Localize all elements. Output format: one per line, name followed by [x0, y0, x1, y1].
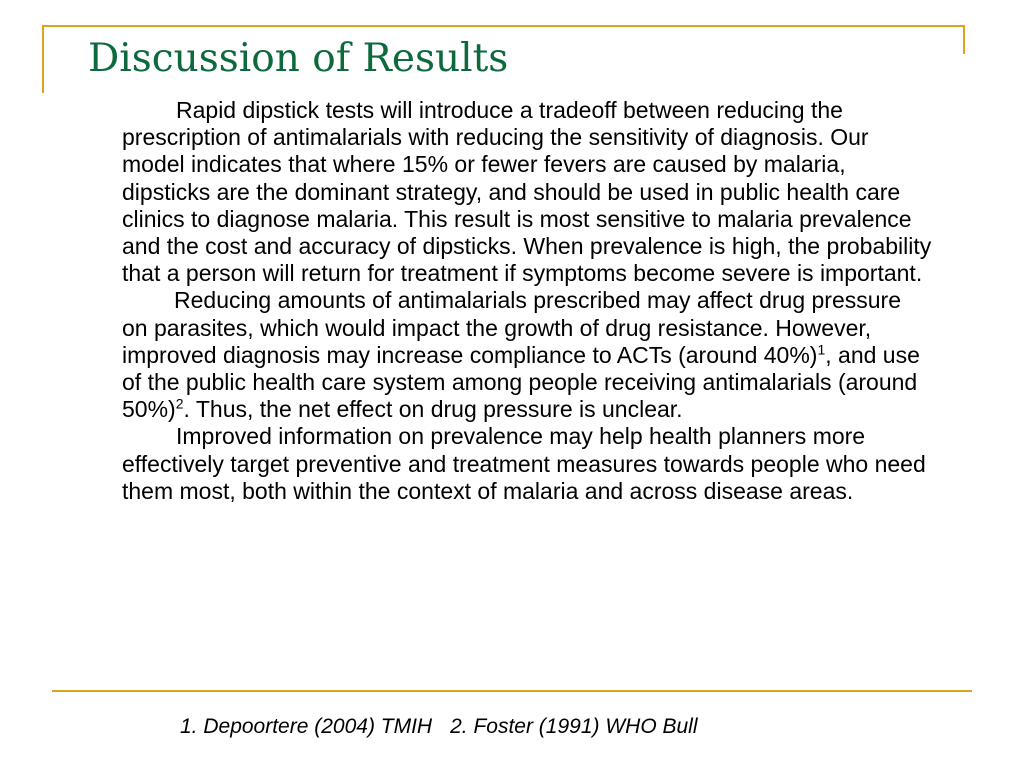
citation-superscript-2: 2 — [175, 395, 184, 412]
paragraph-drug-pressure-text-1: Reducing amounts of antimalarials prescribed may affect drug pressure on parasites, which would impact the growth of drug resistance. However, improved diagnosis may increase compliance to ACTs (around 40%) — [122, 287, 901, 368]
reference-2: 2. Foster (1991) WHO Bull — [450, 715, 698, 738]
references-footer — [180, 713, 698, 741]
paragraph-drug-pressure — [122, 287, 932, 423]
paragraph-prevalence-information: Improved information on prevalence may help health planners more effectively target preventive and treatment measures towards people who need them most, both within the context of malaria and across disease areas. — [122, 423, 926, 504]
reference-1: 1. Depoortere (2004) TMIH — [180, 715, 433, 738]
citation-superscript-1: 1 — [817, 341, 826, 358]
slide-body — [122, 97, 932, 505]
left-border-rule — [42, 25, 44, 93]
slide-title: Discussion of Results — [88, 36, 509, 81]
bottom-divider-rule — [52, 690, 972, 692]
paragraph-drug-pressure-text-3: . Thus, the net effect on drug pressure is unclear. — [183, 396, 683, 423]
paragraph-dipstick-tradeoff: Rapid dipstick tests will introduce a tradeoff between reducing the prescription of antimalarials with reducing the sensitivity of diagnosis. Our model indicates that where 15% or fewer fevers are caused by malaria, dipsticks are the dominant strategy, and should be used in public health care clinics to diagnose malaria. This result is most sensitive to malaria prevalence and the cost and accuracy of dipsticks. When prevalence is high, the probability that a person will return for treatment if symptoms become severe is important. — [122, 97, 932, 287]
paragraph-drug-pressure-text-2: , and use of the public health care system among people receiving antimalarials (around 50%) — [122, 341, 920, 423]
right-border-tick — [963, 25, 965, 54]
top-border-rule — [42, 25, 965, 27]
